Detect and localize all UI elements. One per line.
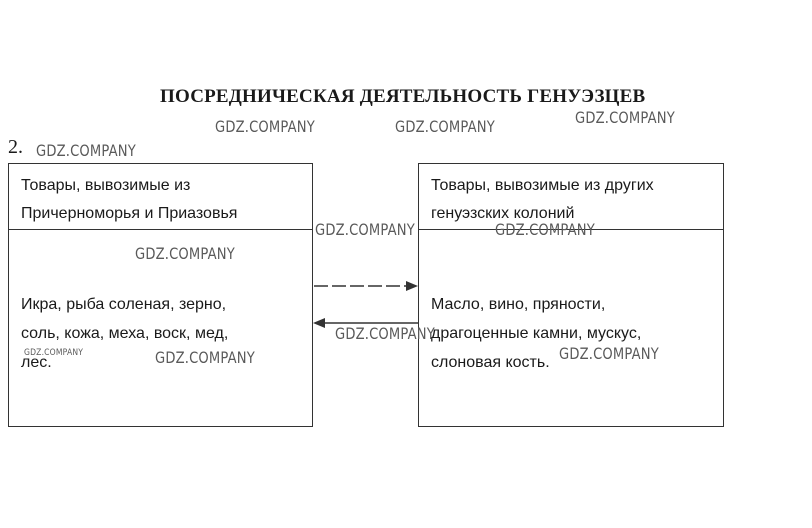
left-body-line: Икра, рыба соленая, зерно, bbox=[21, 296, 227, 313]
watermark-small: GDZ.COMPANY bbox=[24, 348, 84, 358]
watermark: GDZ.COMPANY bbox=[495, 220, 595, 239]
watermark: GDZ.COMPANY bbox=[559, 344, 659, 363]
diagram-title: ПОСРЕДНИЧЕСКАЯ ДЕЯТЕЛЬНОСТЬ ГЕНУЭЗЦЕВ bbox=[160, 86, 646, 107]
watermark: GDZ.COMPANY bbox=[135, 244, 235, 263]
left-body-line: лес. bbox=[21, 354, 52, 371]
watermark: GDZ.COMPANY bbox=[395, 117, 495, 136]
watermark: GDZ.COMPANY bbox=[155, 348, 255, 367]
arrow-left-head bbox=[313, 318, 325, 328]
watermark: GDZ.COMPANY bbox=[36, 141, 136, 160]
watermark: GDZ.COMPANY bbox=[335, 324, 435, 343]
watermark: GDZ.COMPANY bbox=[575, 108, 675, 127]
right-header-line: Товары, вывозимые из других bbox=[431, 177, 654, 194]
watermark: GDZ.COMPANY bbox=[315, 220, 415, 239]
arrow-right-head bbox=[406, 281, 418, 291]
right-body-line: слоновая кость. bbox=[431, 354, 550, 371]
right-header-line: генуэзских колоний bbox=[431, 205, 575, 222]
watermark: GDZ.COMPANY bbox=[215, 117, 315, 136]
left-header-line: Причерноморья и Приазовья bbox=[21, 205, 238, 222]
left-body-line: соль, кожа, меха, воск, мед, bbox=[21, 325, 229, 342]
right-body-line: драгоценные камни, мускус, bbox=[431, 325, 642, 342]
task-number: 2. bbox=[8, 136, 23, 158]
right-body-line: Масло, вино, пряности, bbox=[431, 296, 606, 313]
left-header-line: Товары, вывозимые из bbox=[21, 177, 191, 194]
